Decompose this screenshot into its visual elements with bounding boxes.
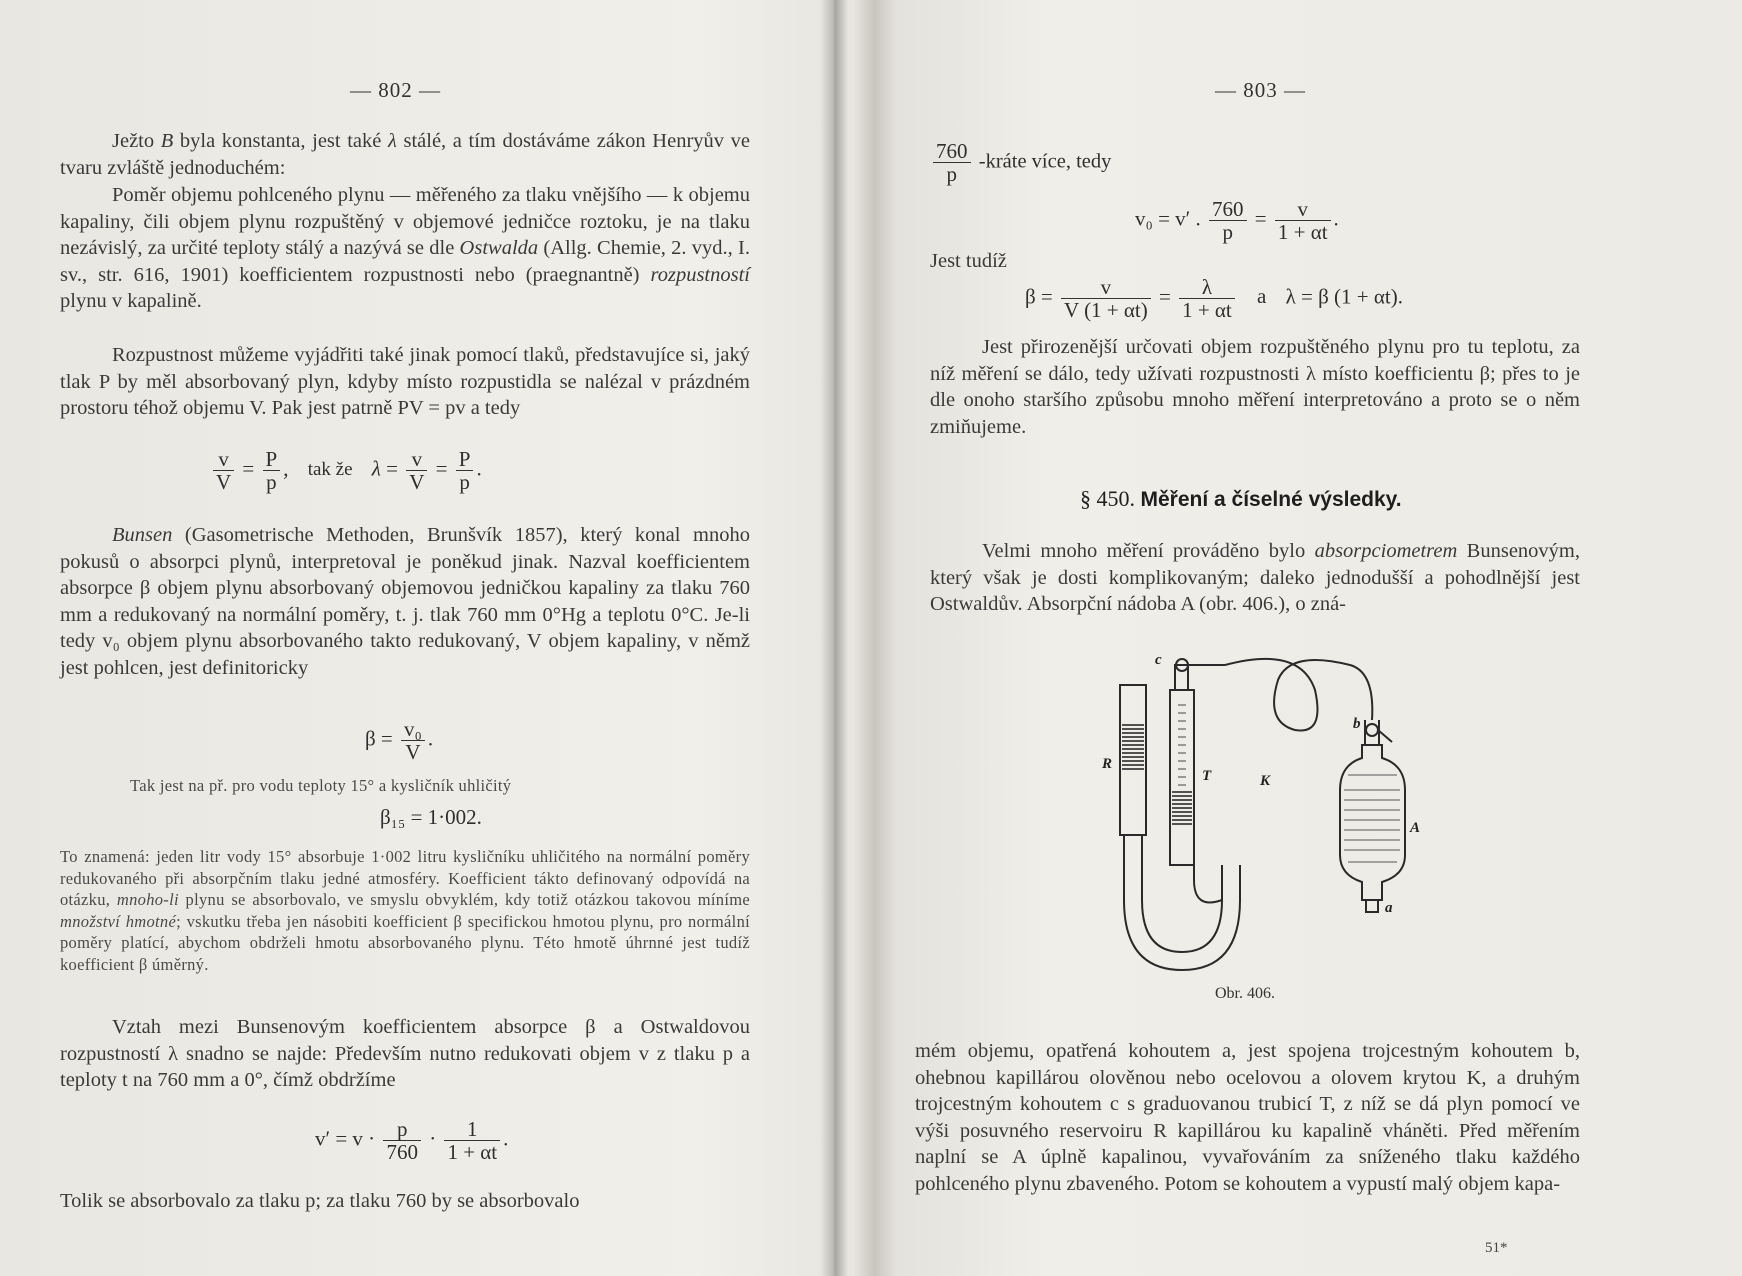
figure-caption: Obr. 406. <box>1215 985 1275 1002</box>
small-text-explanation: To znamená: jeden litr vody 15° absorbuje 1·002 litru kysličníku uhličitého na normální poměry redukovaného při absorpčním tlaku jedné atmosféry. Koefficient tákto definovaný odpovídá na otázku, mnoho-li plynu se absorbovalo, ve smyslu obvyklém, kdy totiž otázkou takovou míníme množství hmotné; vskutku třeba jen násobiti koefficient β specifickou hmotou plynu, pro normální poměry platící, abychom obdrželi hmotu absorbovaného plynu. Této hmotě úhrnné jest tudíž koefficient β úměrný. <box>60 847 751 974</box>
label-A: A <box>1410 820 1420 836</box>
page-number-right: — 803 — <box>1215 78 1306 102</box>
label-a: a <box>1385 900 1393 916</box>
book-gutter <box>820 0 848 1276</box>
page-number-left: — 802 — <box>350 78 441 102</box>
formula-v0: v₀ = v′ . $\frac{760}{p}$ = $\frac{v}{1 + \alpha t}$ . <box>1135 197 1339 244</box>
paragraph-ostwald-definition: Poměr objemu pohlceného plynu — měřeného za tlaku vnějšího — k objemu kapaliny, čili objem plynu rozpuštěný v objemové jedničce roztoku, je na tlaku nezávislý, za určité teploty stálý a nazývá se dle Ostwalda (Allg. Chemie, 2. vyd., I. sv., str. 616, 1901) koefficientem rozpustnosti nebo (praegnantně) rozpustností plynu v kapalině. <box>60 184 750 312</box>
label-R: R <box>1102 756 1113 772</box>
formula-beta-15: β₁₅ = 1·002. <box>380 805 482 829</box>
paragraph-relation: Vztah mezi Bunsenovým koefficientem absorpce β a Ostwaldovou rozpustností λ snadno se najde: Především nutno redukovati objem v z tlaku p a teploty t na 760 mm a 0°, čímž obdržíme <box>60 1016 750 1091</box>
formula-beta-definition: β = $\frac{\text{v₀}}{V}$ . <box>365 717 434 764</box>
apparatus-drawing <box>1100 650 1420 985</box>
paragraph-natural: Jest přirozenější určovati objem rozpuštěného plynu pro tu teplotu, za níž měření se dálo, tedy užívati rozpustnosti λ místo koefficientu β; přes to je dle onoho staršího způsobu mnoho měření interpretováno a proto se o něm zmiňujeme. <box>930 336 1580 438</box>
label-T: T <box>1202 768 1212 784</box>
text-jest-tudiz: Jest tudíž <box>930 250 1007 272</box>
paragraph-apparatus-description: mém objemu, opatřená kohoutem a, jest spojena trojcestným kohoutem b, ohebnou kapillárou olověnou nebo ocelovou a olovem krytou K, a druhým trojcestným kohoutem c s graduovanou trubicí T, z níž se dá plyn pomocí ve výši posuvného reservoiru R kapillárou ku kapalině vháněti. Před měřením naplní se A úplně kapalinou, vyvařováním za sníženého tlaku každého pohlceného plynu zbaveného. Potom se kohoutem a vypustí malý objem kapa- <box>915 1040 1580 1195</box>
paragraph-pressure: Rozpustnost můžeme vyjádřiti také jinak pomocí tlaků, představujíce si, jaký tlak P by měl absorbovaný plyn, kdyby místo rozpustidla se nalézal v prázdném prostoru téhož objemu V. Pak jest patrně PV = pv a tedy <box>60 344 750 419</box>
label-b: b <box>1353 716 1361 732</box>
left-page <box>60 0 750 1276</box>
formula-760-over-p: $\frac{760}{p}$ -kráte více, tedy <box>930 140 1111 185</box>
formula-beta-lambda: β = $\frac{v}{V (1 + \alpha t)}$ = $\frac{\lambda}{1 + \alpha t}$ a λ = β (1 + αt). <box>1025 275 1403 322</box>
signature-mark: 51* <box>1485 1240 1508 1256</box>
section-heading: § 450. Měření a číselné výsledky. <box>1080 486 1402 511</box>
formula-v-prime: v′ = v · $\frac{p}{760}$ · $\frac{1}{1 + \alpha t}$ . <box>315 1117 509 1164</box>
paragraph-absorbed: Tolik se absorbovalo za tlaku p; za tlaku 760 by se absorbovalo <box>60 1190 580 1212</box>
formula-solubility: $\frac{v}{V}$ = $\frac{P}{p}$ , tak že λ = $\frac{v}{V}$ = $\frac{P}{p}$ . <box>210 448 482 493</box>
label-c: c <box>1155 652 1162 668</box>
paragraph-henry-law: Ježto B byla konstanta, jest také λ stálé, a tím dostáváme zákon Henryův ve tvaru zvláště jednoduchém: <box>60 130 750 179</box>
label-K: K <box>1260 773 1271 789</box>
paragraph-bunsen: Bunsen (Gasometrische Methoden, Brunšvík 1857), který konal mnoho pokusů o absorpci plynů, interpretoval je poněkud jinak. Nazval koefficientem absorpce β objem plynu absorbovaný objemovou jedničkou kapaliny za tlaku 760 mm a redukovaný na normální poměry, t. j. tlak 760 mm 0°Hg a teplotu 0°C. Je-li tedy v₀ objem plynu absorbovaného takto redukovaný, V objem kapaliny, v němž jest pohlcen, jest definitoricky <box>60 524 750 679</box>
right-page <box>915 0 1580 1276</box>
paragraph-absorptiometer: Velmi mnoho měření prováděno bylo absorpciometrem Bunsenovým, který však je dosti komplikovaným; daleko jednodušší a pohodlnější jest Ostwaldův. Absorpční nádoba A (obr. 406.), o zná- <box>930 540 1580 615</box>
small-text-example: Tak jest na př. pro vodu teploty 15° a kysličník uhličitý <box>130 776 512 795</box>
figure-absorption-apparatus <box>1100 650 1420 985</box>
